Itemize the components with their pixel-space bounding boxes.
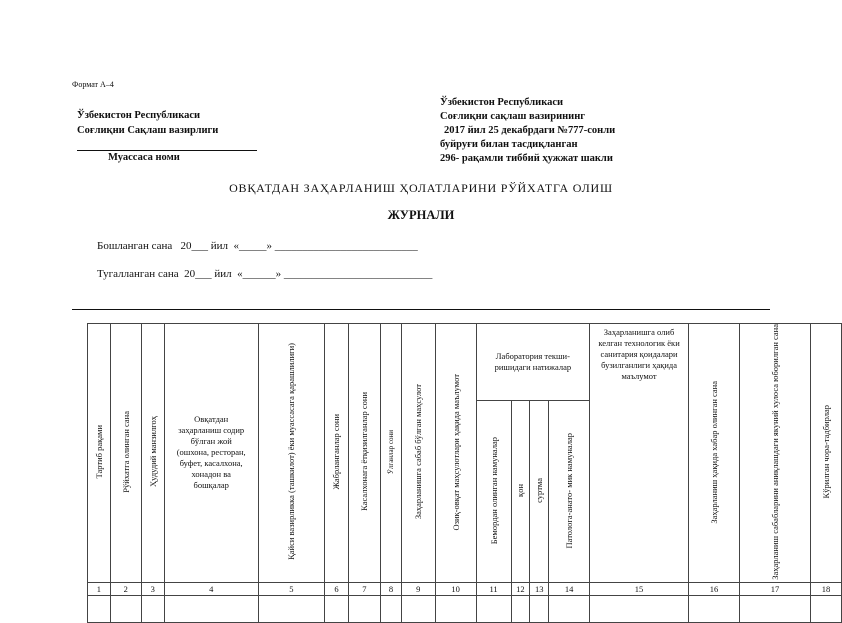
column-number: 8 [380,582,401,595]
table-cell [688,595,739,622]
format-label: Формат А–4 [72,80,114,89]
header-cell-4 [164,324,258,583]
header-text-lab-group: Лаборатория текши- ришидаги натижалар [494,350,572,372]
institution-name-blank [77,150,257,151]
document-title: ОВҚАТДАН ЗАҲАРЛАНИШ ҲОЛАТЛАРИНИ РЎЙХАТГА ОЛИШ [229,181,613,195]
header-text-9: Заҳарланишга сабаб бўлган маҳсулот [413,384,424,520]
column-number: 7 [348,582,380,595]
table-cell [401,595,435,622]
table-cell [530,595,549,622]
header-cell-1 [88,324,111,583]
column-number: 11 [476,582,511,595]
right-header-line3: 2017 йил 25 декабрдаги №777-сонли [444,125,616,136]
header-text-18: Кўрилган чора-тадбирлар [820,405,831,499]
table-cell [380,595,401,622]
document-subtitle: ЖУРНАЛИ [387,208,455,222]
table-cell [435,595,476,622]
header-text-5: Қайси вазирликка (ташкилот) ёки муассасага қарашлилиги) [286,343,297,561]
left-header-line2: Соғлиқни Сақлаш вазирлиги [77,125,219,136]
table-cell [325,595,349,622]
end-date-line: Тугалланган сана 20___ йил «______» ___________________________ [97,268,433,280]
header-cell-5 [258,324,325,583]
header-cell-13 [530,400,549,582]
header-cell-12 [511,400,530,582]
column-number-row [88,582,842,595]
header-text-10: Озиқ-овқат маҳсулотлари ҳақида маълумот [450,373,461,531]
header-text-16: Заҳарланиш ҳақида хабар олинган сана [708,380,719,524]
table-cell [348,595,380,622]
right-header-line4: буйруғи билан тасдиқланган [440,139,578,150]
header-text-12: қон [515,483,526,497]
header-cell-15 [590,324,689,583]
right-header-line1: Ўзбекистон Республикаси [440,97,564,108]
table-cell [258,595,325,622]
header-text-17: Заҳарланиш сабабларини аниқлашдаги якуний хулоса юборилган сана [769,324,780,580]
institution-name-label: Муассаса номи [108,152,180,163]
header-cell-14 [549,400,590,582]
header-cell-16 [688,324,739,583]
column-number: 6 [325,582,349,595]
column-number: 2 [110,582,141,595]
table-cell [141,595,164,622]
header-text-2: Рўйхатга олинган сана [120,411,131,493]
header-cell-8 [380,324,401,583]
header-cell-2 [110,324,141,583]
header-text-7: Касалхонага ётқизилганлар сони [359,392,370,512]
header-cell-3 [141,324,164,583]
column-number: 5 [258,582,325,595]
column-number: 16 [688,582,739,595]
header-cell-7 [348,324,380,583]
header-cell-11 [476,400,511,582]
header-cell-9 [401,324,435,583]
header-cell-10 [435,324,476,583]
column-number: 1 [88,582,111,595]
header-text-14: Патолога-анато- мик намуналар [564,432,575,549]
header-text-3: Ҳудудий манзилгоҳ [147,416,158,488]
header-text-1: Тартиб рақами [93,425,104,479]
header-text-11: Бемордан олинган намуналар [488,436,499,544]
header-text-15: Заҳарланишга олиб келган технологик ёки санитария қоидалари бузилганлиги ҳақида маълумот [598,327,680,381]
column-number: 12 [511,582,530,595]
column-number: 3 [141,582,164,595]
column-number: 10 [435,582,476,595]
header-cell-18 [810,324,841,583]
header-text-13: суртма [534,477,545,503]
table-cell [549,595,590,622]
table-cell [739,595,810,622]
header-cell-lab-group [476,324,590,401]
header-text-4: Овқатдан заҳарланиш содир бўлган жой (ошхона, ресторан, буфет, касалхона, хонадон ва бошқалар [176,414,246,491]
left-header-line1: Ўзбекистон Республикаси [77,110,201,121]
table-cell [476,595,511,622]
right-header [440,96,615,166]
column-number: 18 [810,582,841,595]
separator-line [72,309,770,310]
header-text-8: Ўлганлар сони [386,429,395,474]
column-number: 9 [401,582,435,595]
header-cell-6 [325,324,349,583]
right-header-line5: 296- рақамли тиббий ҳужжат шакли [440,153,613,164]
column-number: 4 [164,582,258,595]
left-header [77,108,218,138]
table-cell [810,595,841,622]
column-number: 13 [530,582,549,595]
column-number: 14 [549,582,590,595]
table-cell [511,595,530,622]
header-cell-17 [739,324,810,583]
column-number: 15 [590,582,689,595]
table-cell [164,595,258,622]
table-cell [590,595,689,622]
right-header-line2: Соғлиқни сақлаш вазирининг [440,111,586,122]
journal-table [87,323,842,623]
table-cell [88,595,111,622]
start-date-line: Бошланган сана 20___ йил «_____» __________________________ [97,240,418,252]
header-text-6: Жабрланганлар сони [331,414,342,490]
table-cell [110,595,141,622]
column-number: 17 [739,582,810,595]
table-row [88,595,842,622]
